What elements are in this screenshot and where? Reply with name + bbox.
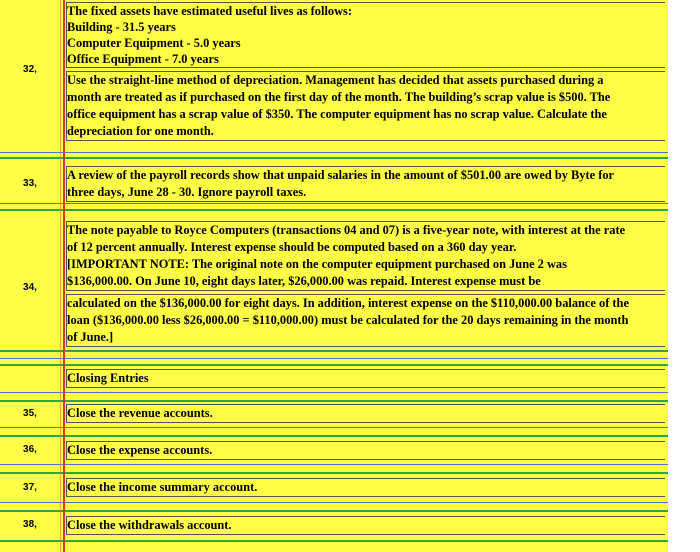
item-line: The note payable to Royce Computers (transactions 04 and 07) is a five-year note, with interest at the rate (67, 223, 626, 237)
item-34-box-a (66, 221, 665, 291)
rule-line (0, 350, 668, 352)
item-line: loan ($136,000.00 less $26,000.00 = $110,000.00) must be calculated for the 20 days remaining in the month (67, 313, 629, 327)
margin-line-thin (60, 0, 61, 552)
rule-line (0, 209, 668, 211)
item-line: depreciation for one month. (67, 124, 214, 138)
closing-entry (66, 441, 665, 460)
rule-line (0, 392, 668, 393)
rule-line (0, 464, 668, 465)
rule-line (0, 364, 668, 366)
rule-line (0, 510, 668, 512)
closing-entry-text: Close the withdrawals account. (67, 518, 232, 532)
rule-line (0, 472, 668, 474)
item-line: Building - 31.5 years (67, 20, 176, 34)
item-line: Computer Equipment - 5.0 years (67, 36, 241, 50)
item-line: office equipment has a scrap value of $350. The computer equipment has no scrap value. Calculate the (67, 107, 607, 121)
closing-entries-heading (66, 369, 665, 388)
closing-entry (66, 516, 665, 535)
rule-line (0, 157, 668, 159)
item-number: 36, (23, 444, 37, 455)
item-line: [IMPORTANT NOTE: The original note on the computer equipment purchased on June 2 was (67, 257, 567, 271)
closing-entry (66, 478, 665, 497)
item-number: 33, (23, 178, 37, 189)
rule-line (0, 540, 668, 542)
item-number: 38, (23, 519, 37, 530)
rule-line (0, 358, 668, 359)
item-line: Use the straight-line method of depreciation. Management has decided that assets purchased during a (67, 73, 604, 87)
item-number: 37, (23, 482, 37, 493)
closing-entry (66, 404, 665, 423)
item-line: $136,000.00. On June 10, eight days later, $26,000.00 was repaid. Interest expense must be (67, 274, 541, 288)
rule-line (0, 427, 668, 428)
item-number: 35, (23, 408, 37, 419)
item-32-paragraph-box (66, 71, 665, 141)
item-line: Office Equipment - 7.0 years (67, 52, 219, 66)
closing-entry-text: Close the revenue accounts. (67, 406, 213, 420)
item-34-text (66, 221, 664, 347)
rule-line (0, 400, 668, 402)
item-34-box-b (66, 294, 665, 347)
item-line: The fixed assets have estimated useful lives as follows: (67, 4, 352, 18)
item-line: A review of the payroll records show that unpaid salaries in the amount of $501.00 are owed by Byte for (67, 168, 615, 182)
item-line: calculated on the $136,000.00 for eight days. In addition, interest expense on the $110,000.00 balance of the (67, 296, 629, 310)
item-line: three days, June 28 - 30. Ignore payroll taxes. (67, 185, 307, 199)
item-line: of 12 percent annually. Interest expense should be computed based on a 360 day year. (67, 240, 517, 254)
item-line: month are treated as if purchased on the first day of the month. The building’s scrap value is $500. The (67, 90, 611, 104)
closing-entry-text: Close the income summary account. (67, 480, 258, 494)
margin-line-red (63, 0, 65, 552)
rule-line (0, 435, 668, 437)
closing-heading-text: Closing Entries (67, 371, 149, 385)
item-32-text (66, 2, 664, 148)
item-33-text (66, 166, 665, 202)
closing-entry-text: Close the expense accounts. (67, 443, 213, 457)
rule-line (0, 502, 668, 503)
rule-line (0, 152, 668, 153)
item-32-list-box (66, 2, 665, 68)
item-number: 32, (23, 64, 37, 75)
rule-line (0, 203, 668, 204)
item-line: of June.] (67, 330, 114, 344)
item-number: 34, (23, 282, 37, 293)
